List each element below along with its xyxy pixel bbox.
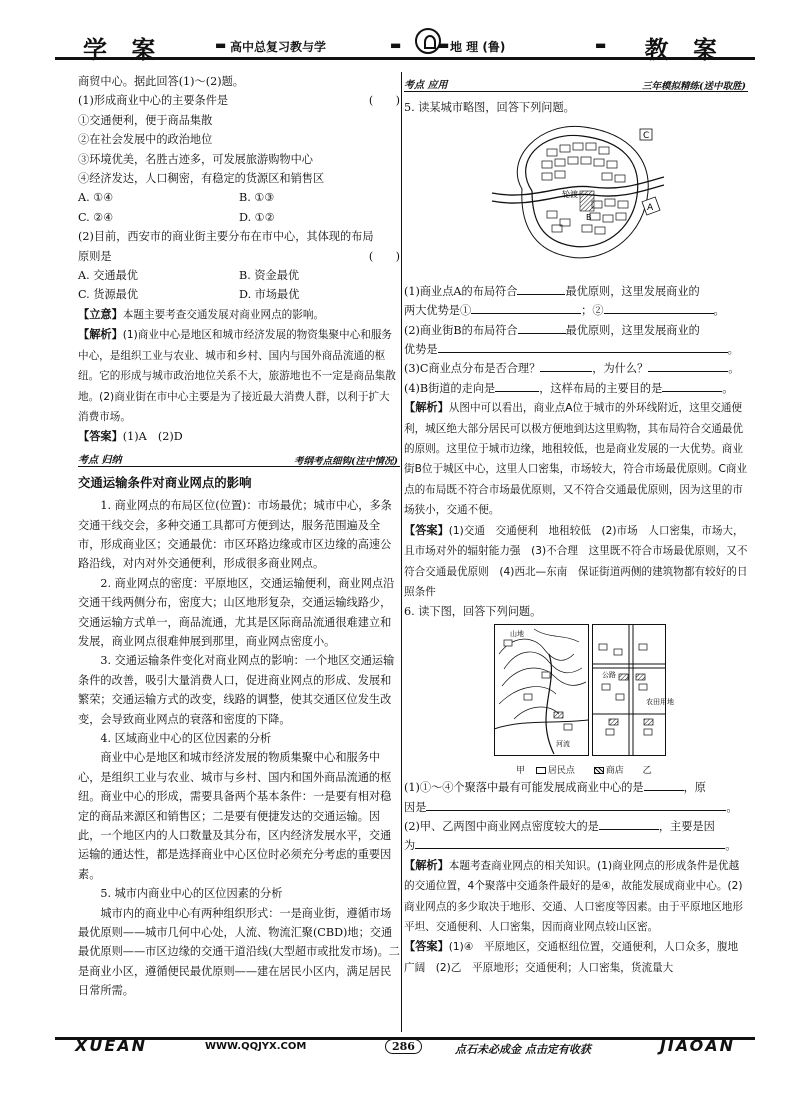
map-label-a: A	[647, 203, 654, 214]
footer-left-brand: XUEAN	[75, 1036, 148, 1055]
point-4-heading: 4. 区域商业中心的区位因素的分析	[100, 732, 272, 745]
q5-part3: (3)C商业点分布是否合理？ ，为什么？ 。	[404, 362, 740, 376]
header-right-title: 教 案	[644, 35, 725, 64]
header-dash: ▬	[390, 38, 402, 52]
resident-icon	[536, 767, 546, 774]
page-header	[55, 22, 755, 72]
q6-answer: 【答案】(1)④ 平原地区，交通枢纽位置，交通便利，人口众多，腹地广阔 (2)乙 平原地形；交通便利；人口密集，货流量大	[404, 939, 739, 974]
choices-row: A. ①④ B. ①③	[78, 191, 275, 205]
answer-block: 【答案】(1)A (2)D	[78, 429, 183, 444]
header-rule	[55, 57, 755, 60]
map-label-ferry: 轮渡	[562, 190, 578, 200]
section-bar: 考点 应用 三年模拟精练(送中取胜)	[404, 74, 748, 92]
legend-label-yi: 乙	[642, 766, 652, 777]
column-divider	[401, 72, 402, 1032]
page-footer	[55, 1035, 755, 1075]
question-6: 6. 读下图，回答下列问题。	[404, 605, 542, 619]
map2-label-farmland: 农田用地	[646, 697, 674, 706]
map-legend: 甲 居民点 商店 乙	[516, 766, 652, 777]
legend-label-jia: 甲	[516, 766, 526, 777]
q6-part1-cont: 因是 。	[404, 800, 738, 814]
point-4-body: 商业中心是地区和城市经济发展的物质集聚中心和服务中心，是组织工业与农业、城市与乡村、国内和国外商品流通的枢纽。商业中心的形成，需要具备两个基本条件：一是要有相对稳定的商品来源区和销售区；二是要有便捷发达的交通运输。因此，一个地区内的人口数量及其分布，区内经济发展水平，交通运输的通达性，都是选择商业中心区位时必须充分考虑的重要因素。	[78, 751, 392, 881]
q5-part2: (2)商业街B的布局符合 最优原则，这里发展商业的	[404, 323, 700, 337]
section-bar: 考点 归纳 考纲考点细钩(注中情况)	[78, 449, 400, 467]
map-label-c: C	[643, 131, 650, 142]
question-1: (1)形成商业中心的主要条件是 ( )	[78, 94, 400, 108]
right-column	[404, 72, 748, 978]
map-label-b: B	[586, 213, 592, 223]
choices-row: C. ②④ D. ①②	[78, 210, 275, 224]
footer-right-brand: JIAOAN	[659, 1036, 735, 1055]
header-dash: ▬	[595, 38, 607, 52]
header-dash: ▬	[215, 38, 227, 52]
settlement-map	[494, 624, 674, 756]
header-series-title: 高中总复习教与学	[230, 40, 327, 54]
q6-part1: (1)①～④个聚落中最有可能发展成商业中心的是 ，原	[404, 781, 706, 795]
map2-label-mountain: 山地	[510, 629, 524, 638]
q6-part2: (2)甲、乙两图中商业网点密度较大的是 ，主要是因	[404, 819, 715, 833]
header-left-title: 学 案	[83, 35, 164, 64]
choices-row: A. 交通最优 B. 资金最优	[78, 269, 300, 283]
q5-analysis: 【解析】从图中可以看出，商业点A位于城市的外环线附近，这里交通便利，城区绝大部分居民可以极方便地到达这里购物，其布局符合交通最优的原则。这里位于城市边缘，地租较低，也是商业发展的一大优势。商业街B位于城区中心，这里人口密集，市场较大，符合市场最优原则。C商业点的布局既不符合市场最优原则，又不符合交通最优原则，因为这里的市场狭小，交通不便。	[404, 400, 748, 517]
map2-label-river: 河流	[556, 739, 570, 748]
point-5-body: 城市内的商业中心有两种组织形式：一是商业街，遵循市场最优原则——城市几何中心处，人流、物流汇聚(CBD)地；交通最优原则——市区边缘的交通干道沿线(大型超市或批发市场)。二是商业小区，遵循便民最优原则——建在居民小区内，满足居民日常所需。	[78, 906, 400, 998]
map2-label-road: 公路	[602, 670, 616, 679]
analysis-block: 【解析】(1)商业中心是地区和城市经济发展的物资集聚中心和服务中心，是组织工业与农业、城市和乡村、国内与国外商品流通的枢纽。它的形成与城市政治地位关系不大，旅游地也不一定是商品集散地。(2)商业街在市中心主要是为了接近最大消费人群，以利于扩大消费市场。	[78, 327, 396, 423]
shop-icon	[594, 767, 604, 774]
point-5-heading: 5. 城市内商业中心的区位因素的分析	[100, 887, 283, 901]
footer-motto: 点石未必成金 点击定有收获	[455, 1043, 591, 1056]
option-2: ②在社会发展中的政治地位	[78, 133, 213, 147]
lizhi-block: 【立意】本题主要考查交通发展对商业网点的影响。	[78, 306, 325, 321]
left-column	[78, 72, 400, 1001]
header-subject: 地 理 (鲁)	[450, 40, 506, 54]
option-4: ④经济发达，人口稠密，有稳定的货源区和销售区	[78, 172, 325, 186]
section-title: 交通运输条件对商业网点的影响	[78, 474, 252, 490]
q5-answer: 【答案】(1)交通 交通便利 地租较低 (2)市场 人口密集，市场大，且市场对外的辐射能力强 (3)不合理 这里既不符合市场最优原则，又不符合交通最优原则 (4)西北—东南 保证街道两侧的建筑物都有较好的日照条件	[404, 522, 748, 598]
point-3: 3. 交通运输条件变化对商业网点的影响：一个地区交通运输条件的改善，吸引大量消费人口，促进商业网点的形成、发展和繁荣；交通运输方式的改变，线路的调整，使其交通区位发生改变，会导致商业网点的衰落和密度的下降。	[78, 654, 395, 726]
point-1: 1. 商业网点的布局区位(位置)：市场最优；城市中心，多条交通干线交会，多种交通工具都可方便到达，服务范围遍及全市，形成商业区；交通最优：市区环路边缘或市区边缘的高速公路沿线，对内对外交通便利，形成很多商业网点。	[78, 499, 392, 571]
question-2: (2)目前，西安市的商业街主要分布在市中心，其体现的布局	[78, 230, 374, 244]
option-1: ①交通便利，便于商品集散	[78, 113, 213, 127]
footer-url: WWW.QQJYX.COM	[205, 1041, 307, 1052]
page-number: 286	[385, 1039, 422, 1054]
point-2: 2. 商业网点的密度：平原地区，交通运输便利，商业网点沿交通干线两侧分布，密度大；山区地形复杂，交通运输线路少，交通运输方式单一，商品流通，尤其是区际商品流通很难建立和发展，商业网点很难伸展到那里，商业网点密度小。	[78, 576, 395, 648]
option-3: ③环境优美，名胜古迹多，可发展旅游购物中心	[78, 152, 313, 166]
choices-row: C. 货源最优 D. 市场最优	[78, 288, 300, 302]
question-5: 5. 读某城市略图，回答下列问题。	[404, 101, 575, 114]
q5-part1: (1)商业点A的布局符合 最优原则，这里发展商业的	[404, 284, 700, 298]
city-sketch-map	[492, 121, 664, 271]
q6-part2-cont: 为 。	[404, 839, 737, 853]
q5-part2-cont: 优势是 。	[404, 343, 739, 357]
question-2-cont: 原则是 ( )	[78, 249, 400, 263]
q5-part1-cont: 两大优势是① ；② 。	[404, 304, 725, 318]
q5-part4: (4)B街道的走向是 ，这样布局的主要目的是 。	[404, 381, 734, 395]
intro-line: 商贸中心。据此回答(1)～(2)题。	[78, 75, 244, 88]
header-dash: ▬	[438, 38, 450, 52]
q6-analysis: 【解析】本题考查商业网点的相关知识。(1)商业网点的形成条件是优越的交通位置，4个聚落中交通条件最好的是④，故能发展成商业中心。(2)商业网点的多少取决于地形、交通、人口密度等因素。由于平原地区地形平坦、交通便利、人口密集，因而商业网点较山区密。	[404, 857, 743, 933]
